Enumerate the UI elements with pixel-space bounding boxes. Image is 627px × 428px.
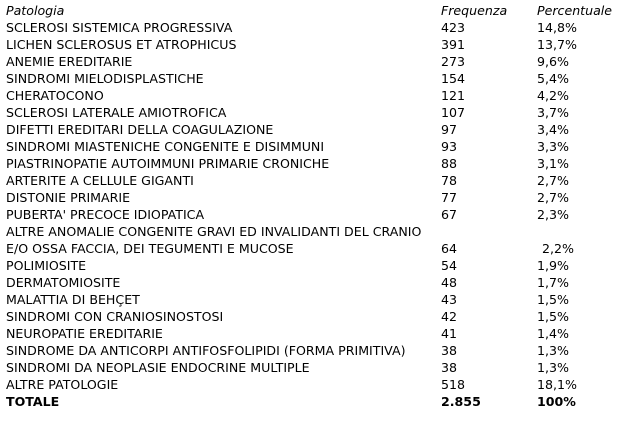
disease-frequency-table: [6, 2, 621, 410]
frequency-value: 41: [441, 326, 458, 341]
percentage-value: 9,6%: [537, 54, 569, 69]
disease-name: SINDROMI MIELODISPLASTICHE: [6, 71, 204, 86]
percentage-value: 3,3%: [537, 139, 569, 154]
frequency-value: 38: [441, 360, 458, 375]
percentage-value: 13,7%: [537, 37, 578, 52]
table-row: [6, 155, 621, 172]
disease-name: SINDROMI CON CRANIOSINOSTOSI: [6, 309, 224, 324]
percentage-value: 3,4%: [537, 122, 569, 137]
disease-name: DIFETTI EREDITARI DELLA COAGULAZIONE: [6, 122, 274, 137]
disease-name: SINDROMI MIASTENICHE CONGENITE E DISIMMUNI: [6, 139, 325, 154]
frequency-value: 518: [441, 377, 466, 392]
frequency-value: 77: [441, 190, 458, 205]
disease-name: SINDROME DA ANTICORPI ANTIFOSFOLIPIDI (FORMA PRIMITIVA): [6, 343, 406, 358]
table-row: [6, 223, 621, 257]
table-row: [6, 87, 621, 104]
table-row: [6, 325, 621, 342]
percentage-value: 3,1%: [537, 156, 569, 171]
disease-name: POLIMIOSITE: [6, 258, 87, 273]
disease-name: ALTRE PATOLOGIE: [6, 377, 119, 392]
frequency-value: 54: [441, 258, 458, 273]
disease-name: ANEMIE EREDITARIE: [6, 54, 133, 69]
table-row: [6, 189, 621, 206]
disease-name: CHERATOCONO: [6, 88, 104, 103]
table-row: [6, 376, 621, 393]
percentage-value: 18,1%: [537, 377, 578, 392]
frequency-value: 64: [441, 241, 458, 256]
disease-name: PIASTRINOPATIE AUTOIMMUNI PRIMARIE CRONICHE: [6, 156, 330, 171]
total-frequency: 2.855: [441, 394, 481, 409]
frequency-value: 121: [441, 88, 466, 103]
disease-name: PUBERTA' PRECOCE IDIOPATICA: [6, 207, 205, 222]
frequency-value: 88: [441, 156, 458, 171]
frequency-value: 38: [441, 343, 458, 358]
table-row: [6, 291, 621, 308]
disease-name: LICHEN SCLEROSUS ET ATROPHICUS: [6, 37, 237, 52]
frequency-value: 107: [441, 105, 466, 120]
frequency-value: 154: [441, 71, 466, 86]
table-row: [6, 53, 621, 70]
percentage-value: 2,7%: [537, 173, 569, 188]
header-disease: Patologia: [6, 3, 65, 18]
frequency-value: 423: [441, 20, 466, 35]
header-percentage: Percentuale: [537, 3, 613, 18]
disease-name: ARTERITE A CELLULE GIGANTI: [6, 173, 194, 188]
table-row: [6, 274, 621, 291]
table-row: [6, 342, 621, 359]
total-label: TOTALE: [6, 394, 60, 409]
frequency-value: 78: [441, 173, 458, 188]
disease-name: MALATTIA DI BEHÇET: [6, 292, 140, 307]
percentage-value: 1,3%: [537, 343, 569, 358]
table-row: [6, 19, 621, 36]
frequency-value: 42: [441, 309, 458, 324]
percentage-value: 1,4%: [537, 326, 569, 341]
percentage-value: 2,2%: [542, 241, 574, 256]
table-row: [6, 172, 621, 189]
disease-name: SCLEROSI LATERALE AMIOTROFICA: [6, 105, 227, 120]
disease-name: DERMATOMIOSITE: [6, 275, 121, 290]
frequency-value: 43: [441, 292, 458, 307]
total-row: [6, 393, 621, 410]
disease-name: NEUROPATIE EREDITARIE: [6, 326, 163, 341]
disease-name: SCLEROSI SISTEMICA PROGRESSIVA: [6, 20, 233, 35]
table-row: [6, 257, 621, 274]
percentage-value: 1,3%: [537, 360, 569, 375]
disease-name: SINDROMI DA NEOPLASIE ENDOCRINE MULTIPLE: [6, 360, 310, 375]
percentage-value: 1,5%: [537, 292, 569, 307]
table-row: [6, 308, 621, 325]
disease-name: DISTONIE PRIMARIE: [6, 190, 131, 205]
percentage-value: 4,2%: [537, 88, 569, 103]
frequency-value: 67: [441, 207, 458, 222]
disease-name: ALTRE ANOMALIE CONGENITE GRAVI ED INVALIDANTI DEL CRANIO E/O OSSA FACCIA, DEI TEGUMENTI E MUCOSE: [6, 224, 422, 256]
frequency-value: 391: [441, 37, 466, 52]
percentage-value: 3,7%: [537, 105, 569, 120]
percentage-value: 1,9%: [537, 258, 569, 273]
percentage-value: 1,5%: [537, 309, 569, 324]
percentage-value: 2,7%: [537, 190, 569, 205]
frequency-value: 273: [441, 54, 466, 69]
table-row: [6, 104, 621, 121]
percentage-value: 5,4%: [537, 71, 569, 86]
percentage-value: 2,3%: [537, 207, 569, 222]
table-row: [6, 121, 621, 138]
table-row: [6, 70, 621, 87]
table-row: [6, 359, 621, 376]
frequency-value: 97: [441, 122, 458, 137]
total-percentage: 100%: [537, 394, 576, 409]
table-row: [6, 206, 621, 223]
percentage-value: 14,8%: [537, 20, 578, 35]
frequency-value: 93: [441, 139, 458, 154]
frequency-value: 48: [441, 275, 458, 290]
table-header-row: [6, 2, 621, 19]
table-row: [6, 36, 621, 53]
table-row: [6, 138, 621, 155]
header-frequency: Frequenza: [441, 3, 508, 18]
percentage-value: 1,7%: [537, 275, 569, 290]
